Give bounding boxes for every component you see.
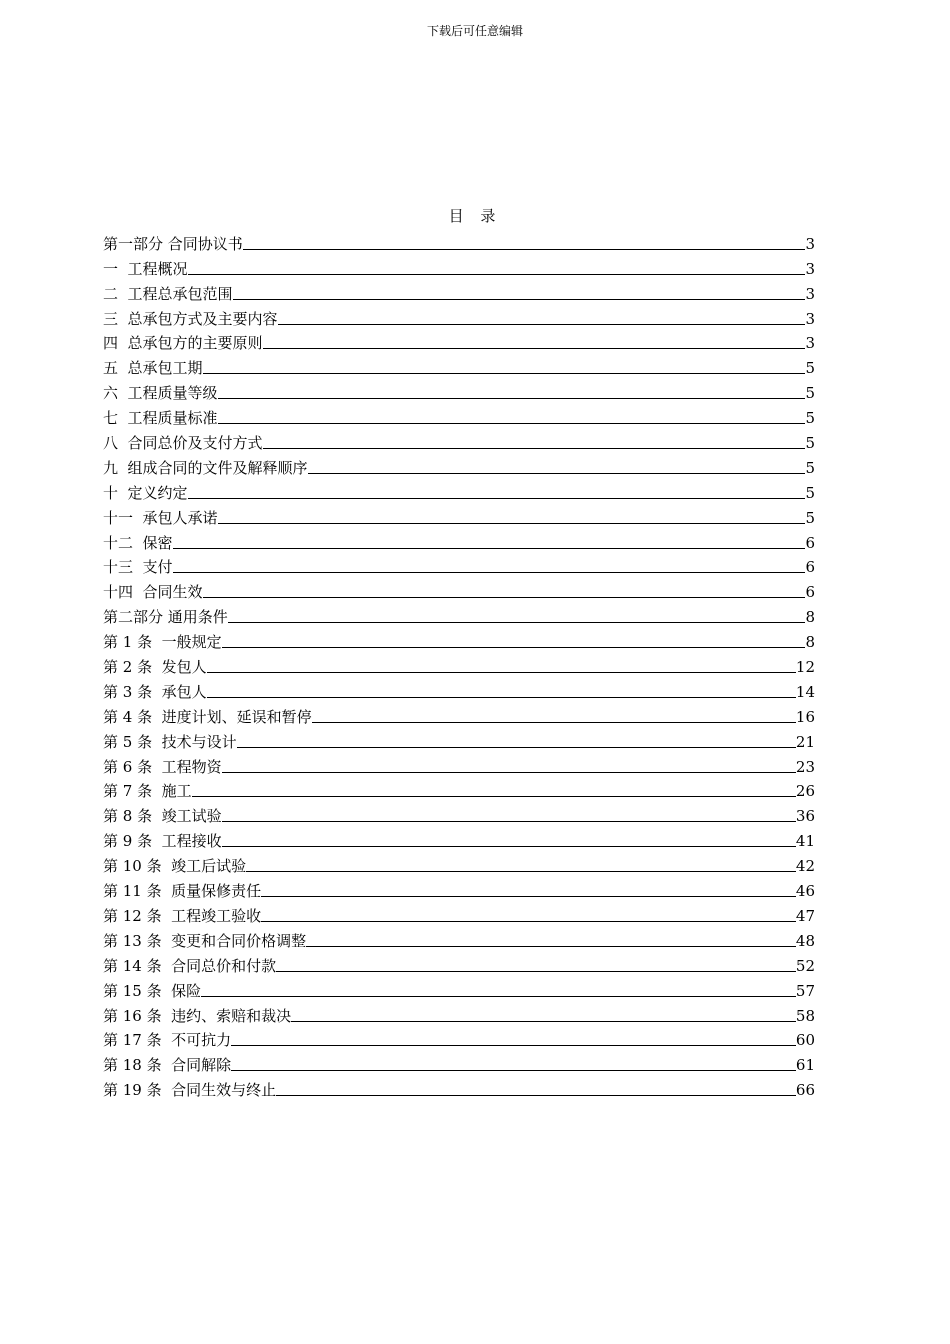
toc-entry-label: 第 10 条 竣工后试验	[103, 857, 247, 876]
toc-entry-label: 九 组成合同的文件及解释顺序	[103, 458, 308, 477]
toc-entry[interactable]	[103, 976, 815, 1001]
toc-leader-line	[173, 548, 806, 549]
toc-entry-label: 第 7 条 施工	[103, 782, 192, 801]
toc-leader-line	[231, 1070, 796, 1071]
toc-entry-label: 第 1 条 一般规定	[103, 633, 222, 652]
toc-leader-line	[207, 672, 796, 673]
toc-entry[interactable]	[103, 1050, 815, 1075]
toc-entry[interactable]	[103, 826, 815, 851]
toc-leader-line	[308, 473, 806, 474]
toc-entry[interactable]	[103, 553, 815, 578]
toc-entry-page: 6	[805, 533, 815, 552]
table-of-contents	[103, 229, 815, 1100]
toc-entry[interactable]	[103, 229, 815, 254]
toc-entry-label: 十二 保密	[103, 533, 173, 552]
toc-leader-line	[306, 946, 796, 947]
toc-leader-line	[188, 498, 806, 499]
toc-leader-line	[233, 299, 806, 300]
toc-entry[interactable]	[103, 727, 815, 752]
toc-entry[interactable]	[103, 652, 815, 677]
toc-entry-page: 8	[805, 633, 815, 652]
toc-leader-line	[237, 747, 796, 748]
toc-entry-label: 第 16 条 违约、索赔和裁决	[103, 1006, 292, 1025]
toc-entry-page: 66	[795, 1081, 815, 1100]
toc-title: 目 录	[448, 207, 502, 225]
toc-entry-page: 48	[795, 931, 815, 950]
toc-entry-label: 四 总承包方的主要原则	[103, 334, 263, 353]
toc-entry[interactable]	[103, 528, 815, 553]
toc-entry[interactable]	[103, 453, 815, 478]
toc-entry[interactable]	[103, 627, 815, 652]
toc-entry-label: 第 12 条 工程竣工验收	[103, 906, 262, 925]
toc-entry-page: 6	[805, 558, 815, 577]
toc-entry-page: 5	[805, 458, 815, 477]
toc-entry[interactable]	[103, 403, 815, 428]
toc-leader-line	[192, 796, 796, 797]
toc-entry-page: 46	[795, 882, 815, 901]
toc-entry[interactable]	[103, 901, 815, 926]
toc-leader-line	[278, 324, 806, 325]
toc-entry[interactable]	[103, 378, 815, 403]
toc-entry[interactable]	[103, 951, 815, 976]
toc-entry[interactable]	[103, 777, 815, 802]
toc-entry-label: 第一部分 合同协议书	[103, 234, 243, 253]
toc-entry-page: 26	[795, 782, 815, 801]
toc-entry-label: 第 9 条 工程接收	[103, 832, 222, 851]
toc-entry[interactable]	[103, 304, 815, 329]
toc-entry[interactable]	[103, 329, 815, 354]
toc-entry-label: 十一 承包人承诺	[103, 508, 218, 527]
toc-entry-label: 第 19 条 合同生效与终止	[103, 1081, 277, 1100]
toc-entry-page: 3	[805, 284, 815, 303]
toc-entry-label: 三 总承包方式及主要内容	[103, 309, 278, 328]
toc-leader-line	[222, 772, 796, 773]
toc-entry-label: 第二部分 通用条件	[103, 608, 228, 627]
toc-entry-page: 21	[795, 732, 815, 751]
toc-entry[interactable]	[103, 752, 815, 777]
toc-entry-label: 第 2 条 发包人	[103, 658, 207, 677]
toc-entry-label: 第 8 条 竣工试验	[103, 807, 222, 826]
toc-leader-line	[243, 249, 806, 250]
toc-leader-line	[246, 871, 796, 872]
toc-leader-line	[261, 921, 796, 922]
toc-entry[interactable]	[103, 254, 815, 279]
toc-leader-line	[263, 348, 806, 349]
toc-entry-label: 第 15 条 保险	[103, 981, 202, 1000]
toc-leader-line	[218, 523, 806, 524]
toc-leader-line	[222, 846, 796, 847]
toc-leader-line	[231, 1045, 796, 1046]
toc-leader-line	[312, 722, 796, 723]
toc-entry[interactable]	[103, 677, 815, 702]
toc-leader-line	[228, 622, 806, 623]
toc-entry-label: 第 4 条 进度计划、延误和暂停	[103, 707, 312, 726]
toc-entry-label: 第 5 条 技术与设计	[103, 732, 237, 751]
toc-entry[interactable]	[103, 428, 815, 453]
toc-entry-label: 六 工程质量等级	[103, 384, 218, 403]
toc-entry[interactable]	[103, 279, 815, 304]
toc-entry-page: 16	[795, 707, 815, 726]
toc-entry-page: 58	[795, 1006, 815, 1025]
toc-entry-label: 八 合同总价及支付方式	[103, 434, 263, 453]
toc-entry[interactable]	[103, 1026, 815, 1051]
toc-leader-line	[263, 448, 806, 449]
toc-leader-line	[276, 971, 796, 972]
toc-entry[interactable]	[103, 353, 815, 378]
toc-entry-page: 5	[805, 508, 815, 527]
toc-leader-line	[222, 647, 806, 648]
toc-entry[interactable]	[103, 577, 815, 602]
toc-leader-line	[261, 896, 796, 897]
toc-entry[interactable]	[103, 1001, 815, 1026]
toc-entry-page: 23	[795, 757, 815, 776]
toc-entry-page: 41	[795, 832, 815, 851]
toc-entry-label: 十 定义约定	[103, 483, 188, 502]
toc-entry-page: 5	[805, 359, 815, 378]
toc-leader-line	[276, 1095, 796, 1096]
toc-entry-page: 5	[805, 409, 815, 428]
toc-entry-page: 57	[795, 981, 815, 1000]
toc-entry-label: 十四 合同生效	[103, 583, 203, 602]
toc-leader-line	[218, 398, 806, 399]
toc-entry-label: 第 17 条 不可抗力	[103, 1031, 232, 1050]
toc-leader-line	[173, 572, 806, 573]
toc-entry[interactable]	[103, 801, 815, 826]
toc-entry-label: 十三 支付	[103, 558, 173, 577]
toc-entry-label: 七 工程质量标准	[103, 409, 218, 428]
toc-entry-label: 第 18 条 合同解除	[103, 1056, 232, 1075]
toc-leader-line	[218, 423, 806, 424]
toc-entry-page: 8	[805, 608, 815, 627]
toc-entry-page: 5	[805, 384, 815, 403]
toc-entry[interactable]	[103, 702, 815, 727]
toc-leader-line	[222, 821, 796, 822]
toc-entry-label: 二 工程总承包范围	[103, 284, 233, 303]
toc-entry[interactable]	[103, 851, 815, 876]
toc-entry-page: 47	[795, 906, 815, 925]
toc-entry-page: 42	[795, 857, 815, 876]
toc-entry[interactable]	[103, 602, 815, 627]
toc-entry[interactable]	[103, 926, 815, 951]
toc-entry-page: 36	[795, 807, 815, 826]
toc-entry-label: 第 14 条 合同总价和付款	[103, 956, 277, 975]
toc-entry-label: 第 3 条 承包人	[103, 682, 207, 701]
toc-entry-page: 12	[795, 658, 815, 677]
toc-entry[interactable]	[103, 478, 815, 503]
toc-leader-line	[188, 274, 806, 275]
toc-entry-page: 6	[805, 583, 815, 602]
toc-entry[interactable]	[103, 503, 815, 528]
toc-leader-line	[207, 697, 796, 698]
toc-leader-line	[203, 597, 806, 598]
toc-entry-label: 第 13 条 变更和合同价格调整	[103, 931, 307, 950]
toc-entry[interactable]	[103, 876, 815, 901]
toc-entry-page: 52	[795, 956, 815, 975]
toc-entry-page: 3	[805, 334, 815, 353]
toc-entry-label: 五 总承包工期	[103, 359, 203, 378]
toc-entry-label: 第 11 条 质量保修责任	[103, 882, 262, 901]
toc-leader-line	[291, 1021, 796, 1022]
toc-entry-page: 61	[795, 1056, 815, 1075]
toc-entry-page: 3	[805, 259, 815, 278]
toc-leader-line	[201, 996, 796, 997]
toc-entry-label: 一 工程概况	[103, 259, 188, 278]
toc-entry-page: 60	[795, 1031, 815, 1050]
toc-entry-page: 5	[805, 434, 815, 453]
toc-entry[interactable]	[103, 1075, 815, 1100]
toc-entry-page: 5	[805, 483, 815, 502]
toc-entry-label: 第 6 条 工程物资	[103, 757, 222, 776]
toc-leader-line	[203, 373, 806, 374]
header-note: 下载后可任意编辑	[426, 24, 523, 38]
toc-entry-page: 14	[795, 682, 815, 701]
toc-entry-page: 3	[805, 309, 815, 328]
toc-entry-page: 3	[805, 234, 815, 253]
